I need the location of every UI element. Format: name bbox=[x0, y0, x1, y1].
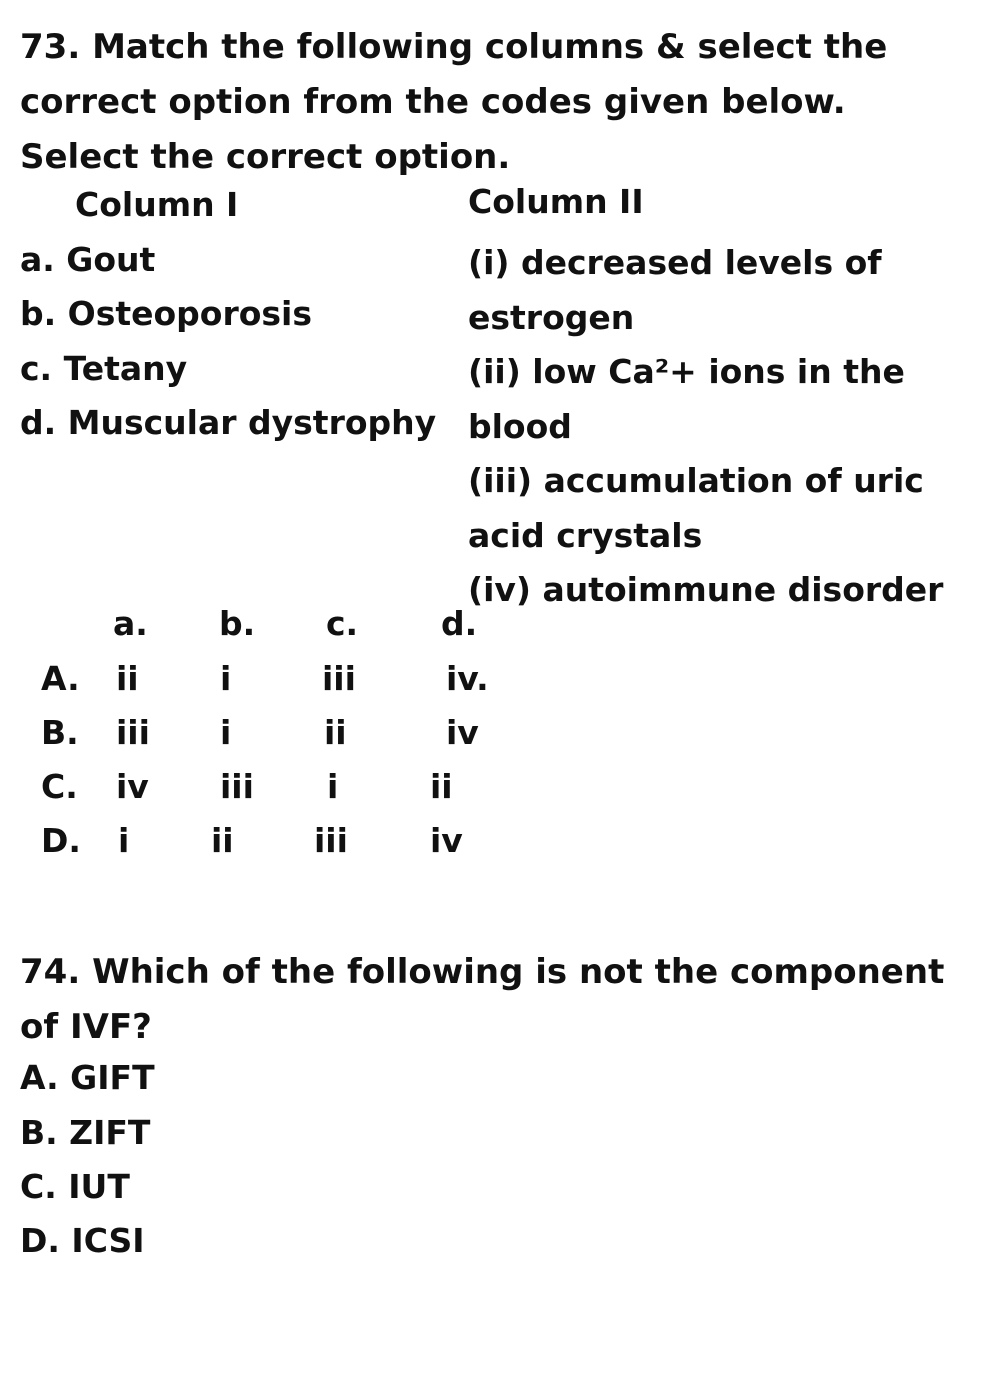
column-2-list bbox=[468, 236, 968, 618]
code-value: iii bbox=[220, 767, 254, 806]
column-1-item-a: a. Gout bbox=[20, 240, 156, 279]
question-74-text: 74. Which of the following is not the component of IVF? bbox=[20, 952, 945, 1047]
code-option-b[interactable] bbox=[0, 713, 600, 763]
code-value: iii bbox=[322, 659, 356, 698]
code-value: iii bbox=[116, 713, 150, 752]
q74-option-d[interactable]: D. ICSI bbox=[20, 1221, 145, 1260]
code-option-label: A. bbox=[41, 659, 80, 698]
code-value: ii bbox=[116, 659, 139, 698]
code-value: i bbox=[327, 767, 339, 806]
column-1-header: Column I bbox=[75, 185, 239, 224]
column-2-item-iv: (iv) autoimmune disorder bbox=[468, 570, 944, 609]
column-2-header: Column II bbox=[468, 182, 644, 221]
code-value: ii bbox=[211, 821, 234, 860]
q74-option-a[interactable]: A. GIFT bbox=[20, 1058, 155, 1097]
column-1-item-d: d. Muscular dystrophy bbox=[20, 403, 437, 442]
column-1-item-b: b. Osteoporosis bbox=[20, 294, 313, 333]
code-value: iv bbox=[446, 713, 479, 752]
column-2-item-i: (i) decreased levels of estrogen bbox=[468, 243, 882, 337]
column-2-item-ii: (ii) low Ca²+ ions in the blood bbox=[468, 352, 905, 446]
codes-header-d: d. bbox=[441, 604, 478, 643]
codes-header-row bbox=[0, 604, 600, 654]
q74-option-b[interactable]: B. ZIFT bbox=[20, 1113, 151, 1152]
column-2-item-iii: (iii) accumulation of uric acid crystals bbox=[468, 461, 924, 555]
codes-header-b: b. bbox=[219, 604, 256, 643]
code-option-c[interactable] bbox=[0, 767, 600, 817]
code-value: i bbox=[118, 821, 130, 860]
codes-header-c: c. bbox=[326, 604, 359, 643]
code-value: i bbox=[220, 713, 232, 752]
code-value: ii bbox=[324, 713, 347, 752]
code-value: i bbox=[220, 659, 232, 698]
code-value: iv. bbox=[446, 659, 489, 698]
code-value: iv bbox=[116, 767, 149, 806]
code-option-a[interactable] bbox=[0, 659, 600, 709]
code-option-label: D. bbox=[41, 821, 81, 860]
code-value: iii bbox=[314, 821, 348, 860]
q74-option-c[interactable]: C. IUT bbox=[20, 1167, 130, 1206]
column-1-item-c: c. Tetany bbox=[20, 349, 188, 388]
code-option-label: B. bbox=[41, 713, 79, 752]
codes-header-a: a. bbox=[113, 604, 148, 643]
code-value: iv bbox=[430, 821, 463, 860]
code-option-d[interactable] bbox=[0, 821, 600, 871]
code-option-label: C. bbox=[41, 767, 78, 806]
question-73-text: 73. Match the following columns & select the correct option from the codes given below. Select the correct option. bbox=[20, 27, 888, 177]
code-value: ii bbox=[430, 767, 453, 806]
